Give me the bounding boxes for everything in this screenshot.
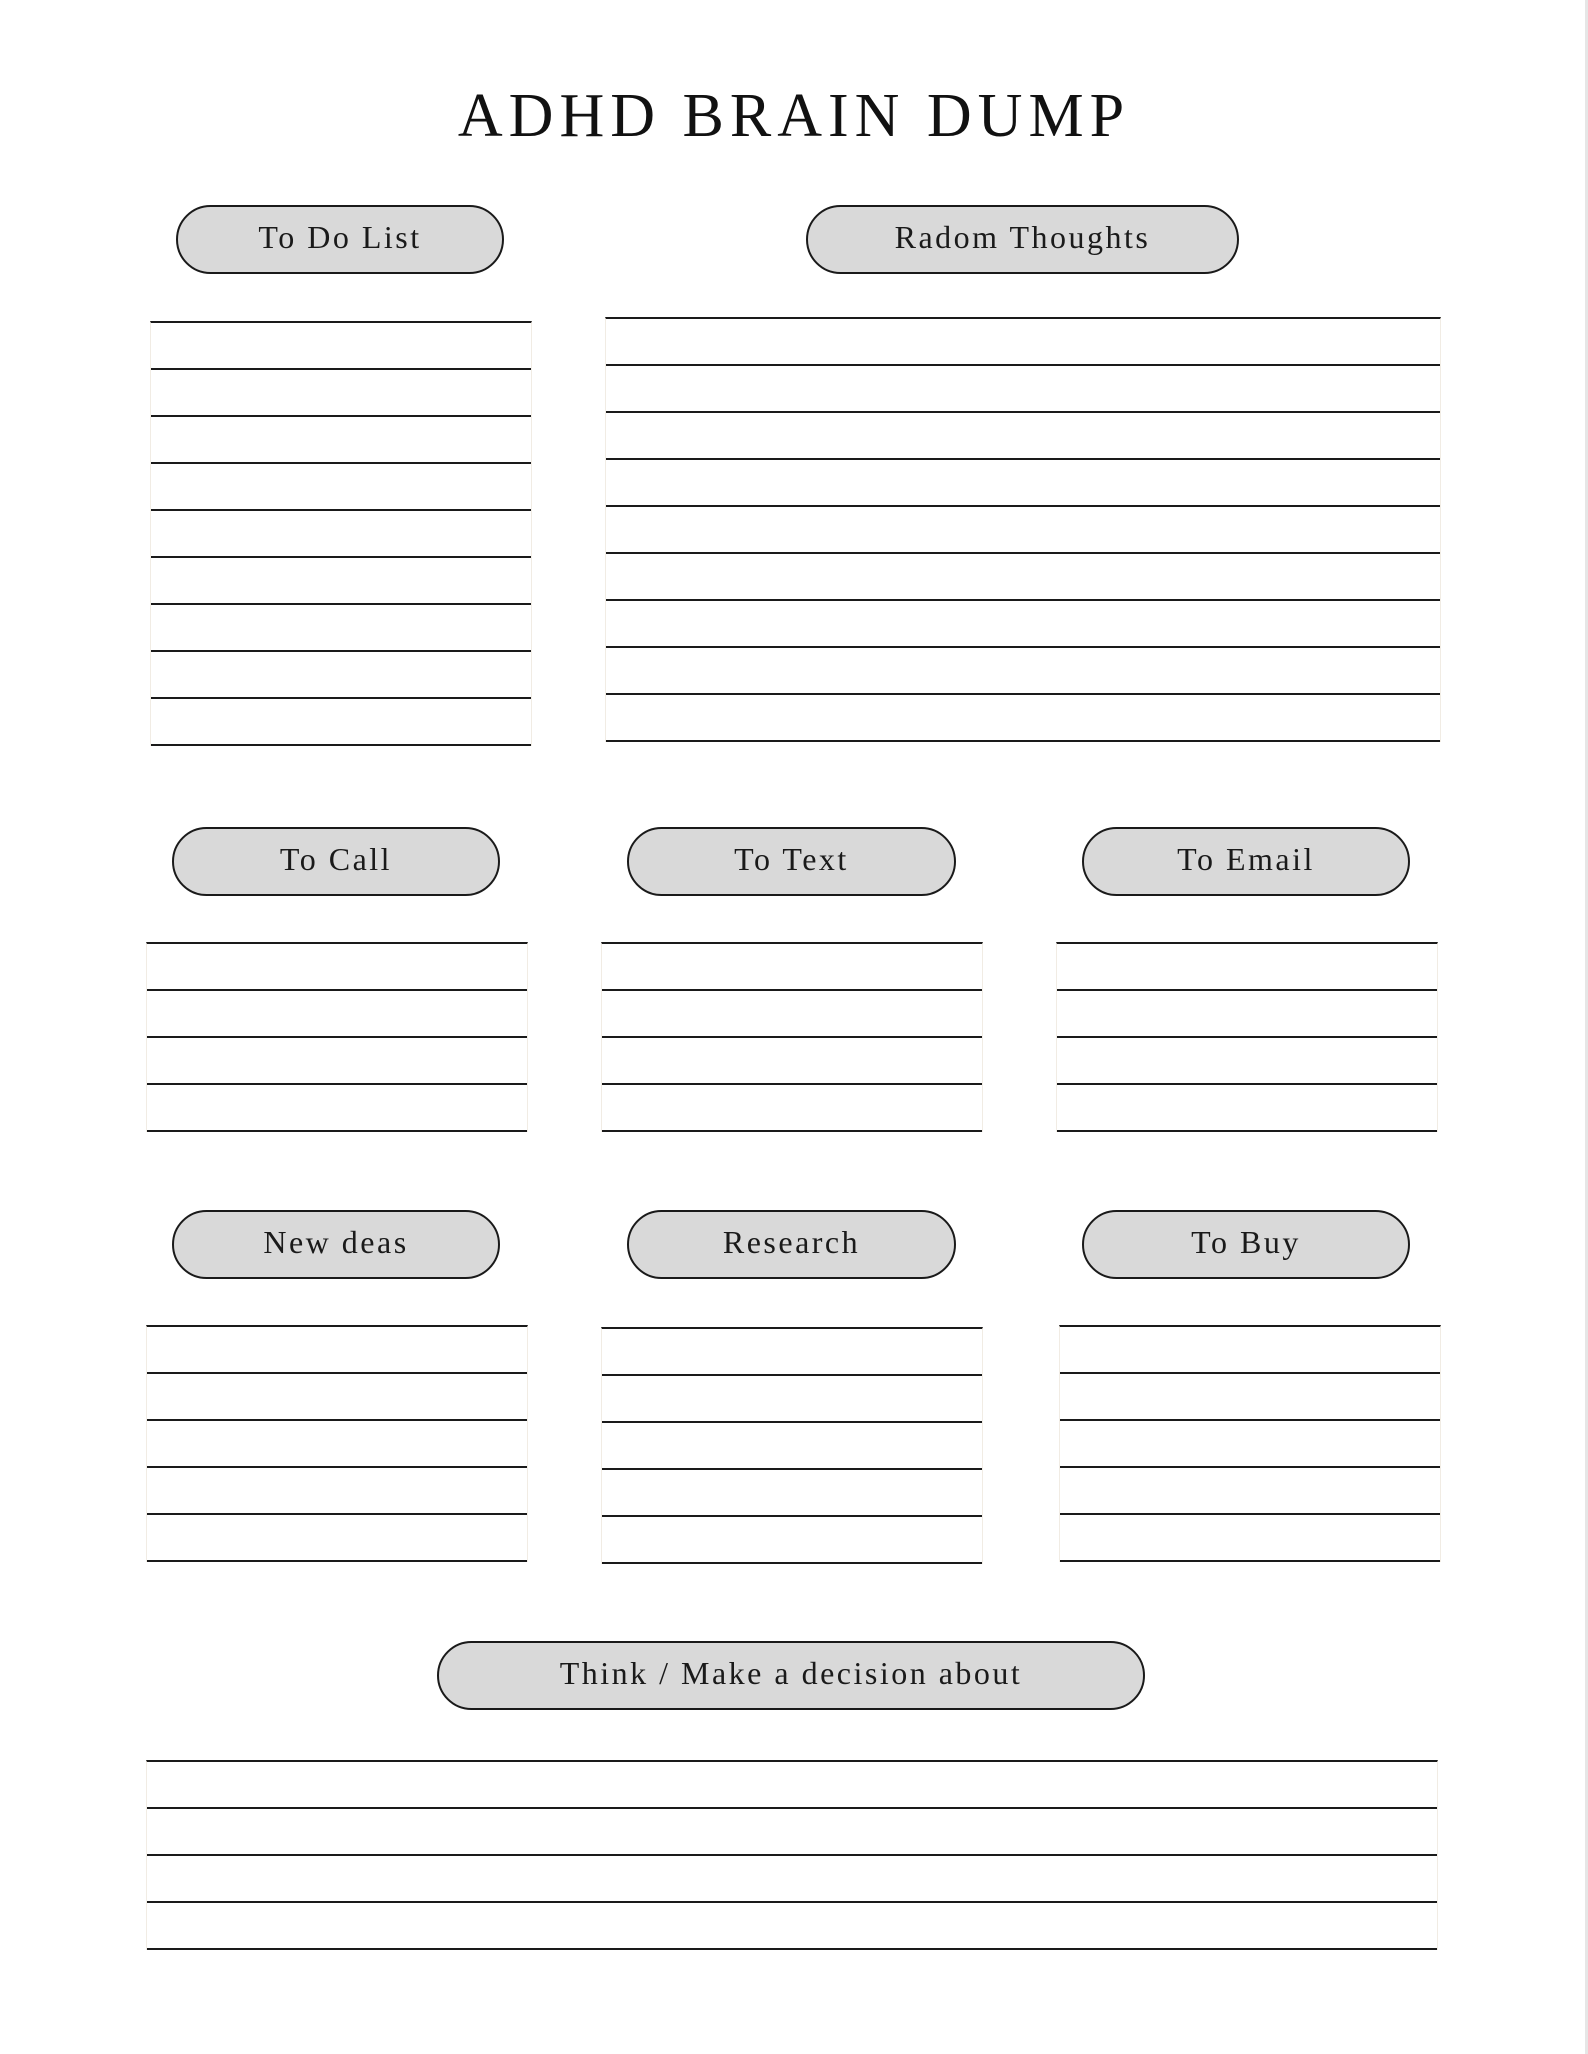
- to-email-label: To Email: [1082, 827, 1410, 896]
- think-decide-lines[interactable]: [146, 1760, 1438, 1950]
- writing-line[interactable]: [147, 1421, 527, 1468]
- writing-line[interactable]: [1057, 1038, 1437, 1085]
- writing-line[interactable]: [602, 1038, 982, 1085]
- new-ideas-label: New deas: [172, 1210, 500, 1279]
- writing-line[interactable]: [147, 1856, 1437, 1903]
- writing-line[interactable]: [1057, 944, 1437, 991]
- writing-line[interactable]: [1060, 1515, 1440, 1562]
- to-text-lines[interactable]: [601, 942, 983, 1132]
- todo-label: To Do List: [176, 205, 504, 274]
- writing-line[interactable]: [1060, 1468, 1440, 1515]
- writing-line[interactable]: [602, 1423, 982, 1470]
- writing-line[interactable]: [602, 944, 982, 991]
- random-thoughts-lines[interactable]: [605, 317, 1441, 742]
- writing-line[interactable]: [1060, 1327, 1440, 1374]
- writing-line[interactable]: [606, 366, 1440, 413]
- writing-line[interactable]: [151, 558, 531, 605]
- to-call-label: To Call: [172, 827, 500, 896]
- writing-line[interactable]: [147, 1762, 1437, 1809]
- writing-line[interactable]: [151, 464, 531, 511]
- writing-line[interactable]: [1057, 991, 1437, 1038]
- writing-line[interactable]: [602, 1376, 982, 1423]
- writing-line[interactable]: [606, 554, 1440, 601]
- writing-line[interactable]: [151, 323, 531, 370]
- writing-line[interactable]: [147, 1327, 527, 1374]
- writing-line[interactable]: [606, 648, 1440, 695]
- new-ideas-lines[interactable]: [146, 1325, 528, 1562]
- writing-line[interactable]: [602, 1329, 982, 1376]
- writing-line[interactable]: [606, 319, 1440, 366]
- writing-line[interactable]: [602, 1085, 982, 1132]
- writing-line[interactable]: [147, 991, 527, 1038]
- writing-line[interactable]: [147, 1085, 527, 1132]
- random-thoughts-label: Radom Thoughts: [806, 205, 1239, 274]
- writing-line[interactable]: [147, 1515, 527, 1562]
- page-title: ADHD BRAIN DUMP: [457, 82, 1131, 150]
- writing-line[interactable]: [1057, 1085, 1437, 1132]
- research-label: Research: [627, 1210, 956, 1279]
- writing-line[interactable]: [606, 507, 1440, 554]
- writing-line[interactable]: [606, 601, 1440, 648]
- think-decide-label: Think / Make a decision about: [437, 1641, 1145, 1710]
- writing-line[interactable]: [602, 1470, 982, 1517]
- writing-line[interactable]: [602, 991, 982, 1038]
- to-text-label: To Text: [627, 827, 956, 896]
- to-buy-lines[interactable]: [1059, 1325, 1441, 1562]
- writing-line[interactable]: [606, 460, 1440, 507]
- writing-line[interactable]: [151, 417, 531, 464]
- writing-line[interactable]: [602, 1517, 982, 1564]
- to-call-lines[interactable]: [146, 942, 528, 1132]
- to-buy-label: To Buy: [1082, 1210, 1410, 1279]
- todo-lines[interactable]: [150, 321, 532, 746]
- writing-line[interactable]: [147, 1903, 1437, 1950]
- writing-line[interactable]: [151, 699, 531, 746]
- writing-line[interactable]: [1060, 1421, 1440, 1468]
- writing-line[interactable]: [151, 652, 531, 699]
- to-email-lines[interactable]: [1056, 942, 1438, 1132]
- writing-line[interactable]: [151, 370, 531, 417]
- writing-line[interactable]: [151, 605, 531, 652]
- writing-line[interactable]: [147, 1809, 1437, 1856]
- writing-line[interactable]: [147, 1468, 527, 1515]
- writing-line[interactable]: [147, 944, 527, 991]
- writing-line[interactable]: [147, 1038, 527, 1085]
- writing-line[interactable]: [151, 511, 531, 558]
- writing-line[interactable]: [606, 413, 1440, 460]
- writing-line[interactable]: [1060, 1374, 1440, 1421]
- research-lines[interactable]: [601, 1327, 983, 1564]
- writing-line[interactable]: [606, 695, 1440, 742]
- writing-line[interactable]: [147, 1374, 527, 1421]
